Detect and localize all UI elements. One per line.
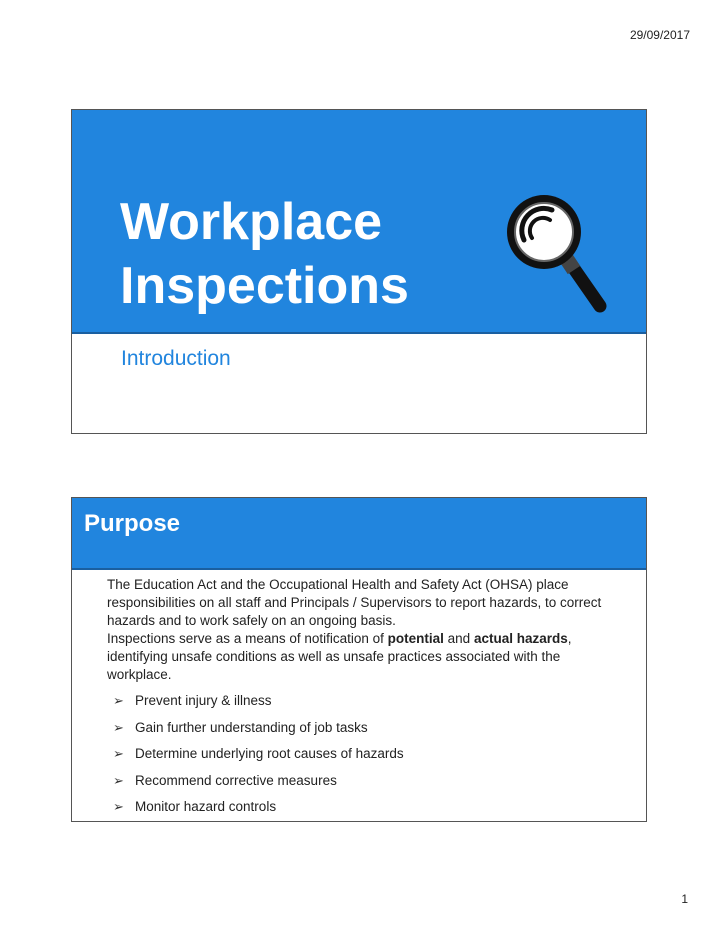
list-item-text: Gain further understanding of job tasks	[135, 719, 368, 735]
slide-body	[107, 576, 627, 821]
list-item-text: Determine underlying root causes of hazards	[135, 746, 404, 762]
slide-subtitle: Introduction	[121, 347, 231, 370]
title-line-1: Workplace	[120, 193, 383, 251]
arrow-bullet-icon: ➢	[113, 799, 124, 815]
date-label: 29/09/2017	[629, 28, 690, 42]
title-line-2: Inspections	[120, 257, 409, 315]
emphasis-actual-hazards: actual hazards	[473, 631, 568, 646]
list-item	[113, 794, 627, 821]
list-item	[113, 715, 627, 742]
list-item	[113, 688, 627, 715]
arrow-bullet-icon: ➢	[113, 772, 124, 788]
paragraph-2-text: , identifying unsafe conditions as well as unsafe practices associated with the workplace.	[107, 631, 572, 682]
slide-title	[120, 190, 409, 318]
list-item-text: Recommend corrective measures	[135, 772, 337, 788]
page-number: 1	[681, 892, 688, 906]
paragraph-2	[107, 630, 627, 684]
arrow-bullet-icon: ➢	[113, 746, 124, 762]
bullet-list	[107, 688, 627, 821]
band-divider	[72, 568, 646, 570]
emphasis-potential: potential	[387, 631, 444, 646]
paragraph-1: The Education Act and the Occupational Health and Safety Act (OHSA) place responsibilities on all staff and Principals / Supervisors to report hazards, to correct hazards and to work safely on an ongoing basis.	[107, 577, 602, 628]
magnifying-glass-icon	[500, 188, 612, 316]
arrow-bullet-icon: ➢	[113, 719, 124, 735]
list-item-text: Prevent injury & illness	[135, 693, 272, 709]
list-item	[113, 741, 627, 768]
list-item	[113, 768, 627, 795]
title-slide	[71, 109, 647, 434]
slide-heading: Purpose	[84, 510, 181, 537]
purpose-slide	[71, 497, 647, 822]
paragraph-2-text: Inspections serve as a means of notification of	[107, 631, 388, 646]
band-divider	[72, 332, 646, 334]
paragraph-2-text: and	[443, 631, 474, 646]
list-item-text: Monitor hazard controls	[135, 799, 277, 815]
arrow-bullet-icon: ➢	[113, 693, 124, 709]
